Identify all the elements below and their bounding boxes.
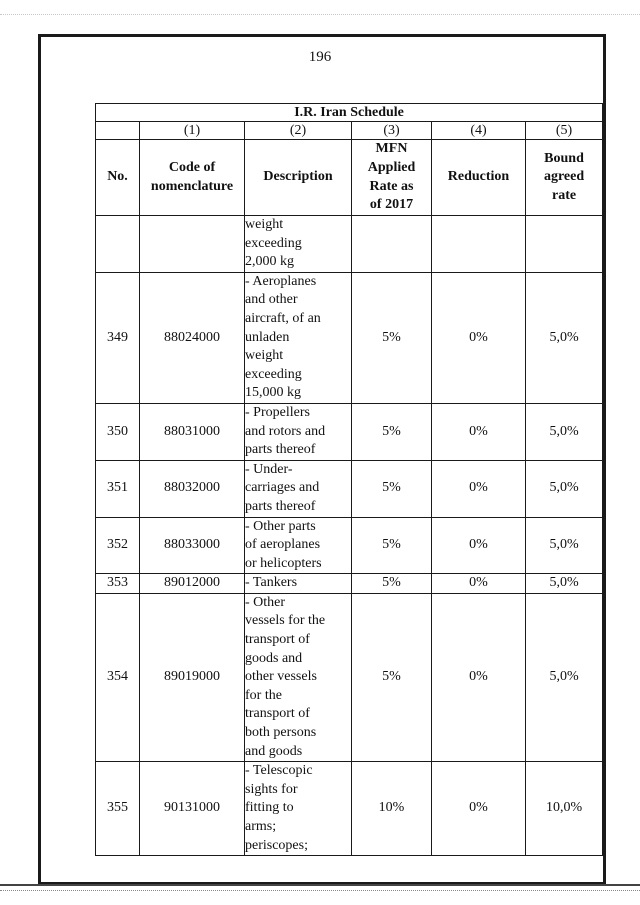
table-row xyxy=(96,272,603,403)
schedule-table xyxy=(95,103,603,856)
bound-rate xyxy=(526,216,603,273)
nomenclature-code: 88033000 xyxy=(140,517,245,574)
header-description: Description xyxy=(245,140,352,216)
bound-rate: 10,0% xyxy=(526,762,603,856)
table-row xyxy=(96,762,603,856)
description-line: periscopes; xyxy=(245,837,308,853)
schedule-title-row xyxy=(96,104,603,122)
table-row xyxy=(96,517,603,574)
description-line: - Other parts xyxy=(245,518,316,534)
description-line: of aeroplanes xyxy=(245,537,321,553)
description-line: unladen xyxy=(245,329,290,345)
description-line: and rotors and xyxy=(245,423,326,439)
description-line: arms; xyxy=(245,819,277,834)
table-row xyxy=(96,403,603,460)
row-number xyxy=(96,216,140,273)
row-number: 352 xyxy=(96,517,140,574)
mfn-rate: 5% xyxy=(352,403,432,460)
description-line: - Tankers xyxy=(245,575,298,591)
row-number: 350 xyxy=(96,403,140,460)
description xyxy=(245,272,352,403)
description-line: exceeding xyxy=(245,235,302,251)
header-row xyxy=(96,140,603,216)
description-line: parts thereof xyxy=(245,442,316,458)
description-line: - Telescopic xyxy=(245,763,313,779)
scan-edge-bottom xyxy=(0,884,640,891)
row-number: 354 xyxy=(96,593,140,761)
nomenclature-code: 88032000 xyxy=(140,460,245,517)
description-line: other vessels xyxy=(245,669,317,685)
row-number: 351 xyxy=(96,460,140,517)
header-bound: Bound agreed rate xyxy=(526,140,603,216)
description-line: vessels for the xyxy=(245,613,326,629)
table-row xyxy=(96,574,603,594)
header-mfn: MFN Applied Rate as of 2017 xyxy=(352,140,432,216)
column-number: (3) xyxy=(352,122,432,140)
description xyxy=(245,593,352,761)
mfn-rate: 5% xyxy=(352,593,432,761)
bound-rate: 5,0% xyxy=(526,574,603,594)
schedule-title: I.R. Iran Schedule xyxy=(96,104,603,122)
mfn-rate: 5% xyxy=(352,517,432,574)
row-number: 353 xyxy=(96,574,140,594)
description-line: and goods xyxy=(245,743,303,759)
description-line: exceeding xyxy=(245,366,302,382)
header-code: Code of nomenclature xyxy=(140,140,245,216)
header-reduction: Reduction xyxy=(432,140,526,216)
description-line: carriages and xyxy=(245,480,320,496)
column-number: (2) xyxy=(245,122,352,140)
column-number: (4) xyxy=(432,122,526,140)
page-number: 196 xyxy=(308,49,332,65)
description-line: transport of xyxy=(245,706,310,722)
description xyxy=(245,517,352,574)
reduction-rate: 0% xyxy=(432,517,526,574)
reduction-rate xyxy=(432,216,526,273)
bound-rate: 5,0% xyxy=(526,272,603,403)
bound-rate: 5,0% xyxy=(526,460,603,517)
column-number: (1) xyxy=(140,122,245,140)
bound-rate: 5,0% xyxy=(526,593,603,761)
description-line: weight xyxy=(245,217,284,232)
row-number: 355 xyxy=(96,762,140,856)
nomenclature-code: 89012000 xyxy=(140,574,245,594)
description-line: and other xyxy=(245,292,298,308)
bound-rate: 5,0% xyxy=(526,517,603,574)
description xyxy=(245,762,352,856)
description-line: 2,000 kg xyxy=(245,254,294,270)
mfn-rate: 5% xyxy=(352,460,432,517)
column-number-row xyxy=(96,122,603,140)
reduction-rate: 0% xyxy=(432,403,526,460)
nomenclature-code: 88024000 xyxy=(140,272,245,403)
description-line: transport of xyxy=(245,632,310,648)
description-line: or helicopters xyxy=(245,555,322,571)
description-line: sights for xyxy=(245,781,298,797)
reduction-rate: 0% xyxy=(432,460,526,517)
description xyxy=(245,216,352,273)
reduction-rate: 0% xyxy=(432,272,526,403)
reduction-rate: 0% xyxy=(432,762,526,856)
reduction-rate: 0% xyxy=(432,574,526,594)
description-line: for the xyxy=(245,687,282,703)
nomenclature-code: 90131000 xyxy=(140,762,245,856)
row-number: 349 xyxy=(96,272,140,403)
column-number xyxy=(96,122,140,140)
description xyxy=(245,460,352,517)
table-row xyxy=(96,593,603,761)
nomenclature-code: 89019000 xyxy=(140,593,245,761)
description-line: aircraft, of an xyxy=(245,310,321,326)
description-line: - Propellers xyxy=(245,404,310,420)
table-row xyxy=(96,460,603,517)
description-line: - Other xyxy=(245,594,286,610)
mfn-rate: 5% xyxy=(352,574,432,594)
description-line: 15,000 kg xyxy=(245,385,301,401)
header-no: No. xyxy=(96,140,140,216)
mfn-rate: 10% xyxy=(352,762,432,856)
mfn-rate xyxy=(352,216,432,273)
description xyxy=(245,574,352,594)
description-line: parts thereof xyxy=(245,498,316,514)
description-line: - Under- xyxy=(245,461,293,477)
mfn-rate: 5% xyxy=(352,272,432,403)
description-line: goods and xyxy=(245,650,303,666)
table-row xyxy=(96,216,603,273)
reduction-rate: 0% xyxy=(432,593,526,761)
nomenclature-code: 88031000 xyxy=(140,403,245,460)
description-line: both persons xyxy=(245,725,317,741)
scan-edge-top xyxy=(0,0,640,15)
description-line: weight xyxy=(245,348,284,364)
description xyxy=(245,403,352,460)
description-line: - Aeroplanes xyxy=(245,273,317,289)
column-number: (5) xyxy=(526,122,603,140)
description-line: fitting to xyxy=(245,800,294,816)
nomenclature-code xyxy=(140,216,245,273)
bound-rate: 5,0% xyxy=(526,403,603,460)
